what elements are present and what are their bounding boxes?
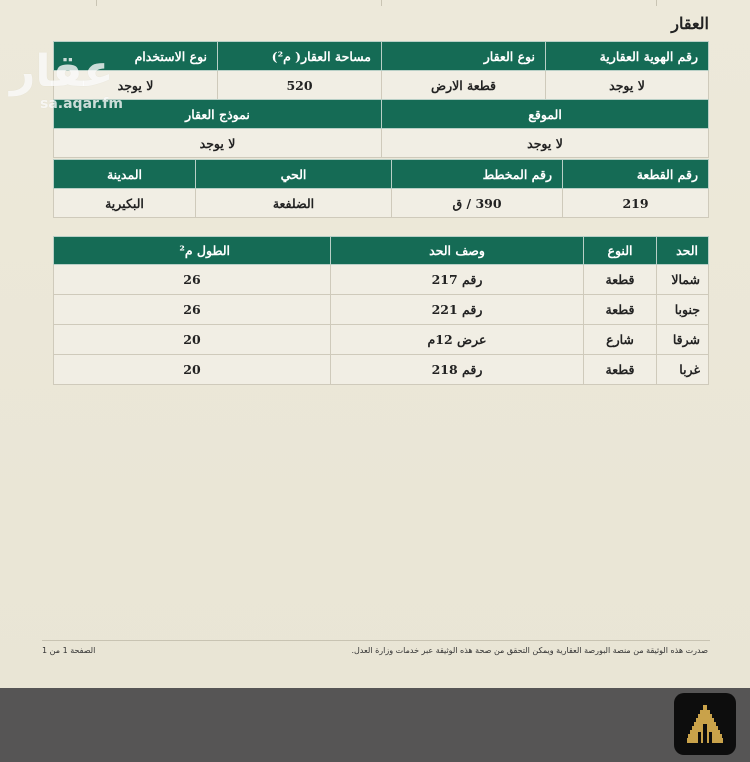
boundary-description: رقم 218 [331,355,584,385]
table-row [54,265,709,295]
boundary-description: رقم 217 [331,265,584,295]
footer-note: صدرت هذه الوثيقة من منصة البورصة العقارية ويمكن التحقق من صحة هذه الوثيقة عبر خدمات وزارة العدل. [351,646,708,655]
boundary-length: 26 [54,265,331,295]
boundary-direction: غربا [657,355,709,385]
header-plot-number: رقم القطعة [563,160,709,189]
watermark-url: sa.aqar.fm [40,96,123,112]
boundary-length: 26 [54,295,331,325]
value-property-area: 520 [218,71,382,100]
value-property-id: لا يوجد [546,71,709,100]
plot-table [53,159,709,218]
bottom-bar [0,688,750,762]
value-district: الضلفعة [196,189,392,218]
footer-divider [42,640,710,641]
value-usage-type: لا يوجد [54,71,218,100]
header-district: الحي [196,160,392,189]
header-usage-type: نوع الاستخدام [54,42,218,71]
value-plot-number: 219 [563,189,709,218]
boundary-direction: شمالا [657,265,709,295]
table-row [54,325,709,355]
page-number: الصفحة 1 من 1 [42,646,96,655]
value-city: البكيرية [54,189,196,218]
section-title: العقار [671,14,709,33]
table-row [54,295,709,325]
header-boundary: الحد [657,237,709,265]
boundary-length: 20 [54,325,331,355]
boundary-description: عرض 12م [331,325,584,355]
value-property-type: قطعة الارض [382,71,546,100]
boundary-type: قطعة [584,295,657,325]
value-location: لا يوجد [382,129,709,158]
boundary-description: رقم 221 [331,295,584,325]
boundary-type: قطعة [584,265,657,295]
header-property-model: نموذج العقار [54,100,382,129]
header-boundary-type: النوع [584,237,657,265]
location-table [53,99,709,158]
header-boundary-description: وصف الحد [331,237,584,265]
header-property-type: نوع العقار [382,42,546,71]
watermark-brand: عقار [10,46,114,97]
boundary-direction: شرقا [657,325,709,355]
building-logo-icon[interactable] [674,693,736,755]
top-rule [0,0,750,6]
table-row [54,355,709,385]
value-plan-number: 390 / ق [392,189,563,218]
header-location: الموقع [382,100,709,129]
aqar-watermark [10,48,123,112]
header-boundary-length: الطول م² [54,237,331,265]
header-plan-number: رقم المخطط [392,160,563,189]
boundary-type: شارع [584,325,657,355]
boundary-direction: جنوبا [657,295,709,325]
header-property-area: مساحة العقار( م²) [218,42,382,71]
boundaries-table [53,236,709,385]
header-city: المدينة [54,160,196,189]
boundary-type: قطعة [584,355,657,385]
value-property-model: لا يوجد [54,129,382,158]
boundary-length: 20 [54,355,331,385]
property-info-table [53,41,709,100]
header-property-id: رقم الهوية العقارية [546,42,709,71]
